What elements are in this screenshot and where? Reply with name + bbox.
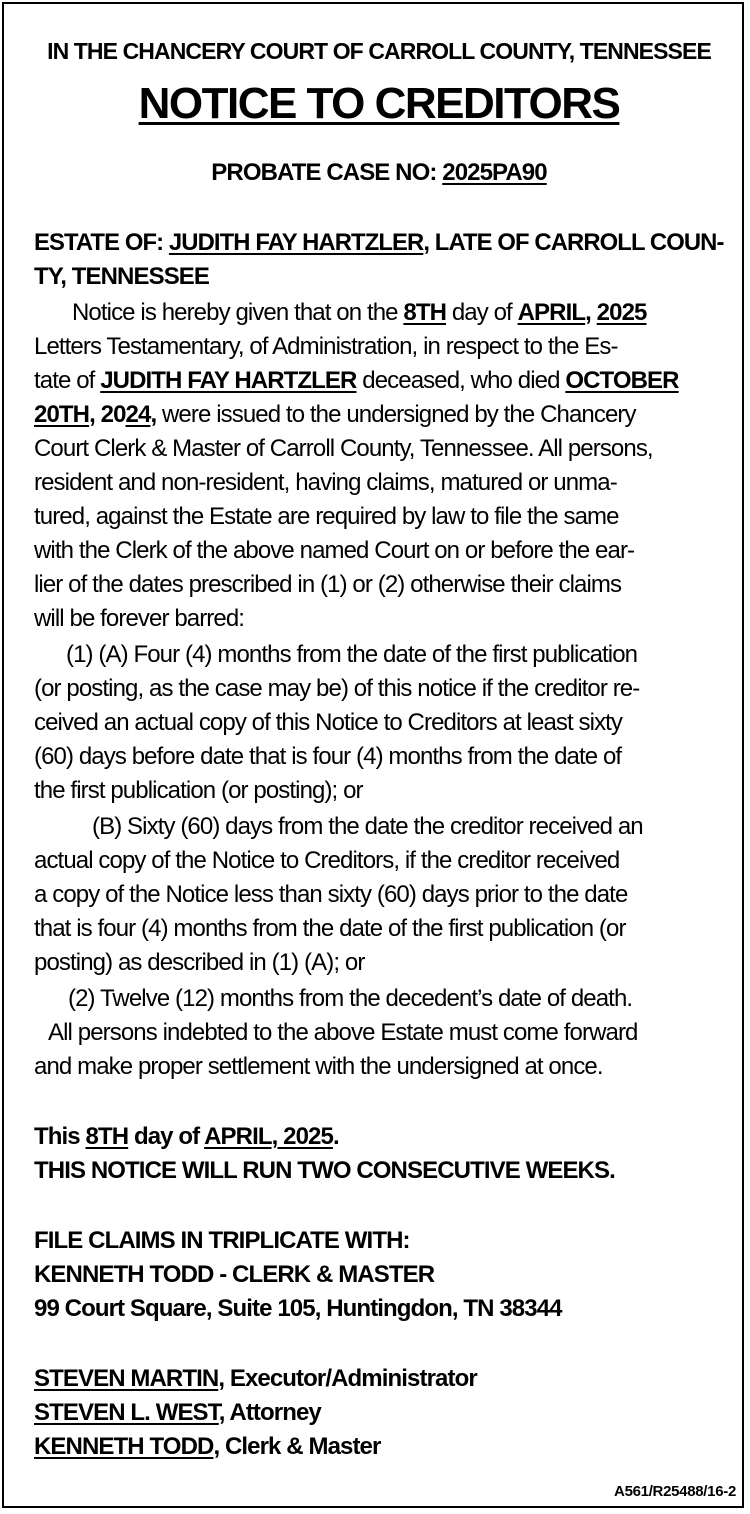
body-line: Notice is hereby given that on the 8TH day of APRIL, 2025 (72, 299, 647, 326)
body-line: a copy of the Notice less than sixty (60) days prior to the date (34, 881, 628, 908)
body-line: All persons indebted to the above Estate must come forward (48, 1019, 638, 1046)
body-line: (60) days before date that is four (4) months from the date of (34, 743, 622, 770)
body-line: the first publication (or posting); or (34, 777, 363, 804)
body-line: (1) (A) Four (4) months from the date of the first publication (66, 641, 638, 668)
body-line: 20TH, 2024, were issued to the undersigned by the Chancery (34, 401, 636, 428)
body-line: resident and non-resident, having claims, matured or unma- (34, 469, 617, 496)
signatory-executor: STEVEN MARTIN, Executor/Administrator (34, 1365, 477, 1392)
body-line: with the Clerk of the above named Court on or before the ear- (34, 537, 635, 564)
body-line: and make proper settlement with the undersigned at once. (34, 1053, 603, 1080)
body-line: lier of the dates prescribed in (1) or (2) otherwise their claims (34, 571, 622, 598)
estate-line-2: TY, TENNESSEE (34, 263, 210, 290)
body-line: posting) as described in (1) (A); or (34, 949, 365, 976)
case-number-line: PROBATE CASE NO: 2025PA90 (211, 159, 547, 186)
body-line: that is four (4) months from the date of the first publication (or (34, 915, 626, 942)
court-heading: IN THE CHANCERY COURT OF CARROLL COUNTY, TENNESSEE (47, 38, 711, 64)
body-line: (or posting, as the case may be) of this notice if the creditor re- (34, 675, 640, 702)
decedent-name: JUDITH FAY HARTZLER (168, 229, 424, 256)
body-line: ceived an actual copy of this Notice to Creditors at least sixty (34, 709, 623, 736)
body-line: tured, against the Estate are required by law to file the same (34, 503, 619, 530)
legal-notice (2, 2, 744, 1508)
notice-title: NOTICE TO CREDITORS (138, 79, 620, 128)
body-line: (B) Sixty (60) days from the date the creditor received an (92, 813, 643, 840)
run-notice: THIS NOTICE WILL RUN TWO CONSECUTIVE WEEKS. (34, 1157, 615, 1184)
claims-address: 99 Court Square, Suite 105, Huntingdon, TN 38344 (34, 1295, 562, 1322)
body-line: actual copy of the Notice to Creditors, if the creditor received (34, 847, 620, 874)
body-line: (2) Twelve (12) months from the decedent’s date of death. (68, 985, 633, 1012)
ad-code: A561/R25488/16-2 (614, 1483, 736, 1500)
claims-clerk: KENNETH TODD - CLERK & MASTER (34, 1261, 435, 1288)
case-number: 2025PA90 (442, 159, 547, 186)
estate-line-1: ESTATE OF: JUDITH FAY HARTZLER, LATE OF CARROLL COUN- (34, 229, 724, 256)
body-line: Court Clerk & Master of Carroll County, Tennessee. All persons, (34, 435, 653, 462)
claims-heading: FILE CLAIMS IN TRIPLICATE WITH: (34, 1227, 410, 1254)
body-line: tate of JUDITH FAY HARTZLER deceased, who died OCTOBER (34, 367, 679, 394)
body-line: Letters Testamentary, of Administration, in respect to the Es- (34, 333, 618, 360)
dated-line: This 8TH day of APRIL, 2025. (34, 1123, 339, 1150)
signatory-clerk: KENNETH TODD, Clerk & Master (34, 1433, 381, 1460)
body-line: will be forever barred: (34, 605, 245, 632)
signatory-attorney: STEVEN L. WEST, Attorney (34, 1399, 321, 1426)
